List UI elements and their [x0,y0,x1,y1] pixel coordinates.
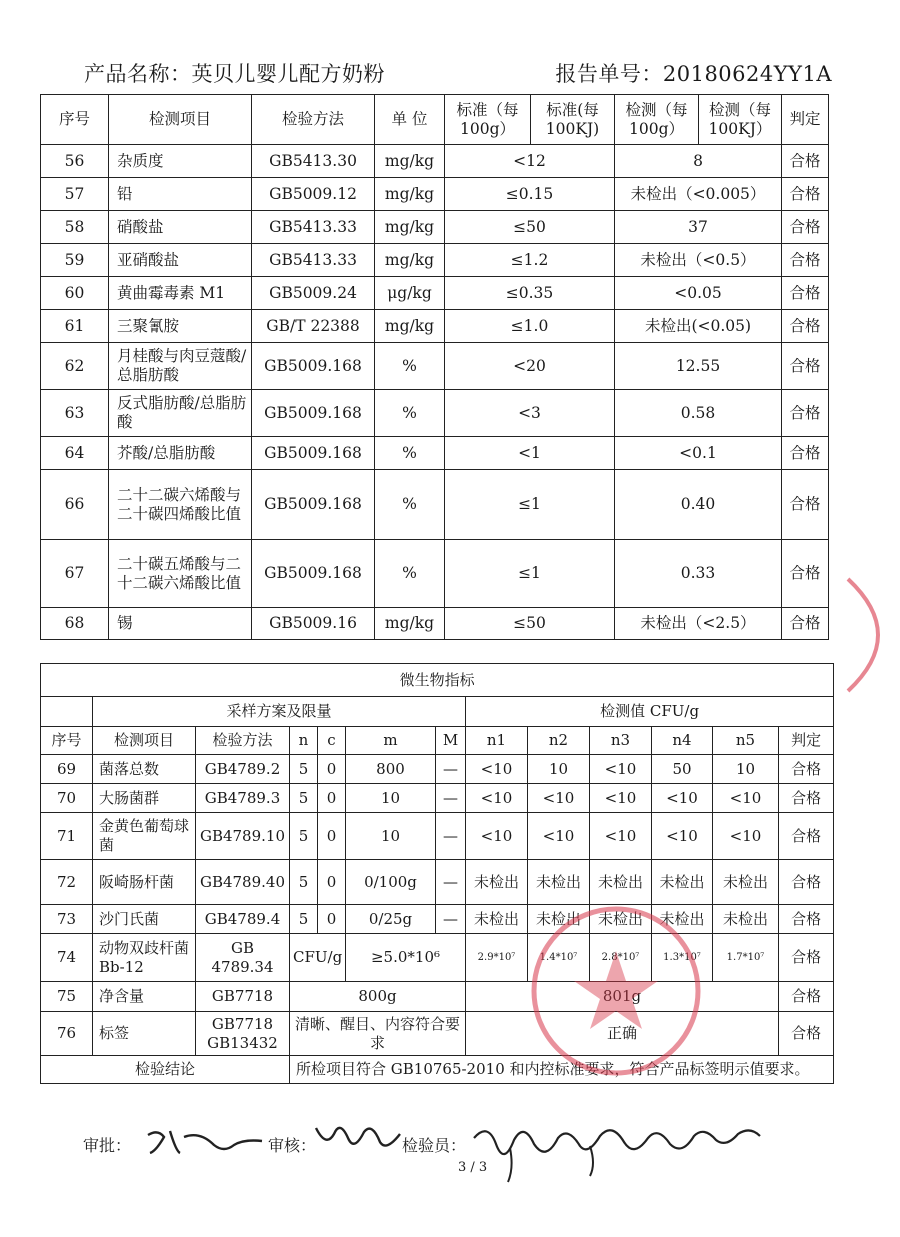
column-header: 检测（每100KJ） [699,95,782,145]
test-method: GB/T 22388 [252,310,375,343]
conclusion-text: 所检项目符合 GB10765-2010 和内控标准要求，符合产品标签明示值要求。 [290,1056,834,1084]
verdict: 合格 [782,390,829,437]
limit-m: 10 [346,784,436,813]
column-header: n5 [713,727,779,755]
test-method: GB5009.12 [252,178,375,211]
column-header: n4 [652,727,713,755]
measured-n4: 50 [652,755,713,784]
table-row [41,310,829,343]
reviewer-signature [310,1118,410,1158]
table-row [41,437,829,470]
standard-value: ≤0.35 [445,277,615,310]
measured-n1: 2.9*10⁷ [466,934,528,982]
row-number: 76 [41,1012,93,1056]
sample-n: 5 [290,905,318,934]
verdict: 合格 [782,343,829,390]
measured-value: 未检出（<2.5） [615,608,782,640]
approve-label: 审批： [83,1136,132,1155]
measured-value: 0.33 [615,540,782,608]
test-item: 反式脂肪酸/总脂肪酸 [109,390,252,437]
test-method: GB4789.10 [196,813,290,860]
measured-n3: <10 [590,755,652,784]
test-item: 阪崎肠杆菌 [93,860,196,905]
limit-M: — [436,784,466,813]
column-header: 检测项目 [109,95,252,145]
measured-value: 801g [466,982,779,1012]
unit: μg/kg [375,277,445,310]
column-header: 标准（每100g） [445,95,531,145]
row-number: 67 [41,540,109,608]
row-number: 60 [41,277,109,310]
product-name: 产品名称：英贝儿婴儿配方奶粉 [84,62,385,86]
standard-value: ≤1 [445,470,615,540]
standard-value: ≤0.15 [445,178,615,211]
measured-n5: <10 [713,813,779,860]
measured-n5: 未检出 [713,905,779,934]
table-row [41,905,834,934]
verdict: 合格 [779,813,834,860]
edge-seal [838,575,900,695]
standard-value: ≤1 [445,540,615,608]
test-item: 三聚氰胺 [109,310,252,343]
table-row [41,277,829,310]
test-item: 杂质度 [109,145,252,178]
row-number: 56 [41,145,109,178]
table-row [41,784,834,813]
verdict: 合格 [782,145,829,178]
limit-M: — [436,755,466,784]
sample-c: 0 [318,755,346,784]
measured-value: 12.55 [615,343,782,390]
test-method: GB5413.30 [252,145,375,178]
measured-n4: <10 [652,813,713,860]
column-header: 检验方法 [252,95,375,145]
measured-n3: 2.8*10⁷ [590,934,652,982]
table-row [41,470,829,540]
standard-value: ≤1.0 [445,310,615,343]
column-header: 单 位 [375,95,445,145]
unit: % [375,470,445,540]
unit: % [375,540,445,608]
sample-n: 5 [290,755,318,784]
verdict: 合格 [782,310,829,343]
test-method: GB 4789.34 [196,934,290,982]
measured-value: 0.40 [615,470,782,540]
measured-n4: 未检出 [652,905,713,934]
test-method: GB4789.40 [196,860,290,905]
test-method [196,1012,290,1056]
unit: mg/kg [375,244,445,277]
sampling-plan-header: 采样方案及限量 [93,697,466,727]
column-header: 检验方法 [196,727,290,755]
measured-value: 0.58 [615,390,782,437]
table-row [41,211,829,244]
verdict: 合格 [782,178,829,211]
table-row [41,244,829,277]
verdict: 合格 [782,211,829,244]
test-method: GB5009.168 [252,390,375,437]
limit: 800g [290,982,466,1012]
measured-n3: 未检出 [590,905,652,934]
verdict: 合格 [782,608,829,640]
test-method: GB5413.33 [252,244,375,277]
table-row [41,390,829,437]
measured-n1: <10 [466,813,528,860]
table-row [41,178,829,211]
test-item: 金黄色葡萄球菌 [93,813,196,860]
unit: % [375,343,445,390]
test-method: GB7718 [196,982,290,1012]
measured-n2: <10 [528,784,590,813]
method-line-2: GB13432 [207,1033,278,1052]
measured-value: 37 [615,211,782,244]
unit: mg/kg [375,178,445,211]
row-number: 59 [41,244,109,277]
measured-n3: <10 [590,784,652,813]
test-item: 沙门氏菌 [93,905,196,934]
test-method: GB5009.168 [252,540,375,608]
test-item: 锡 [109,608,252,640]
page-number: 3 / 3 [458,1160,488,1175]
sample-n: 5 [290,860,318,905]
verdict: 合格 [779,934,834,982]
test-item: 二十碳五烯酸与二十二碳六烯酸比值 [109,540,252,608]
standard-value: ≤1.2 [445,244,615,277]
row-number: 72 [41,860,93,905]
row-number: 73 [41,905,93,934]
measured-n5: <10 [713,784,779,813]
column-header: n2 [528,727,590,755]
table-row [41,145,829,178]
sample-n: 5 [290,813,318,860]
section-title: 微生物指标 [41,664,834,697]
approver-signature [140,1127,265,1157]
limit: 清晰、醒目、内容符合要求 [290,1012,466,1056]
unit: mg/kg [375,211,445,244]
standard-value: ≤50 [445,211,615,244]
limit-M: — [436,860,466,905]
measured-n2: 未检出 [528,905,590,934]
verdict: 合格 [782,470,829,540]
measured-n4: 1.3*10⁷ [652,934,713,982]
measured-value: 未检出（<0.5） [615,244,782,277]
section-title-row [41,664,834,697]
verdict: 合格 [779,1012,834,1056]
test-item: 菌落总数 [93,755,196,784]
measured-values-header: 检测值 CFU/g [466,697,834,727]
limit-m: 0/25g [346,905,436,934]
test-item: 标签 [93,1012,196,1056]
measured-n4: <10 [652,784,713,813]
test-item: 硝酸盐 [109,211,252,244]
measured-n3: 未检出 [590,860,652,905]
table-row [41,343,829,390]
row-number: 66 [41,470,109,540]
test-method: GB4789.2 [196,755,290,784]
table-row [41,813,834,860]
table-header-row [41,95,829,145]
row-number: 70 [41,784,93,813]
verdict: 合格 [782,437,829,470]
test-item: 月桂酸与肉豆蔻酸/总脂肪酸 [109,343,252,390]
limit-m: 800 [346,755,436,784]
verdict: 合格 [779,755,834,784]
standard-value: <1 [445,437,615,470]
inspector-label: 检验员： [402,1136,467,1155]
row-number: 57 [41,178,109,211]
test-item: 黄曲霉毒素 M1 [109,277,252,310]
measured-n2: 未检出 [528,860,590,905]
row-number: 61 [41,310,109,343]
sample-c: 0 [318,813,346,860]
sample-c: 0 [318,784,346,813]
limit-m: 10 [346,813,436,860]
measured-n5: 1.7*10⁷ [713,934,779,982]
unit: mg/kg [375,145,445,178]
standard-value: <3 [445,390,615,437]
sample-c: 0 [318,905,346,934]
measured-n1: 未检出 [466,905,528,934]
row-number: 74 [41,934,93,982]
unit: mg/kg [375,310,445,343]
test-results-table [40,94,829,640]
row-number: 62 [41,343,109,390]
standard-value: <20 [445,343,615,390]
microbe-table [40,663,834,1084]
sample-c: 0 [318,860,346,905]
table-header-row [41,727,834,755]
test-method: GB5009.168 [252,437,375,470]
test-item: 芥酸/总脂肪酸 [109,437,252,470]
table-row [41,1012,834,1056]
test-method: GB4789.4 [196,905,290,934]
verdict: 合格 [782,244,829,277]
test-item: 亚硝酸盐 [109,244,252,277]
review-label: 审核： [268,1136,317,1155]
conclusion-row [41,1056,834,1084]
column-header: 检测（每100g） [615,95,699,145]
sample-n: 5 [290,784,318,813]
verdict: 合格 [782,540,829,608]
column-header: c [318,727,346,755]
test-item: 铅 [109,178,252,211]
unit: % [375,437,445,470]
column-header: 判定 [782,95,829,145]
measured-n1: <10 [466,755,528,784]
standard-value: <12 [445,145,615,178]
standard-value: ≤50 [445,608,615,640]
unit: CFU/g [290,934,346,982]
measured-n2: 10 [528,755,590,784]
row-number: 75 [41,982,93,1012]
measured-n2: 1.4*10⁷ [528,934,590,982]
test-item: 二十二碳六烯酸与二十碳四烯酸比值 [109,470,252,540]
measured-value: 8 [615,145,782,178]
unit: % [375,390,445,437]
row-number: 71 [41,813,93,860]
column-header: 判定 [779,727,834,755]
measured-n1: <10 [466,784,528,813]
verdict: 合格 [779,982,834,1012]
measured-n5: 未检出 [713,860,779,905]
limit: ≥5.0*10⁶ [346,934,466,982]
column-header: m [346,727,436,755]
measured-value: <0.1 [615,437,782,470]
inspector-signatures [470,1118,770,1184]
table-row [41,608,829,640]
measured-n2: <10 [528,813,590,860]
limit-M: — [436,813,466,860]
test-method: GB4789.3 [196,784,290,813]
measured-n5: 10 [713,755,779,784]
row-number: 63 [41,390,109,437]
verdict: 合格 [779,905,834,934]
table-row [41,755,834,784]
table-row [41,982,834,1012]
conclusion-label: 检验结论 [41,1056,290,1084]
verdict: 合格 [779,784,834,813]
column-header: n [290,727,318,755]
test-method: GB5009.168 [252,470,375,540]
table-row [41,934,834,982]
column-header: n1 [466,727,528,755]
measured-value: 未检出(<0.05) [615,310,782,343]
test-method: GB5009.168 [252,343,375,390]
column-header: n3 [590,727,652,755]
table-row [41,540,829,608]
measured-n4: 未检出 [652,860,713,905]
measured-n1: 未检出 [466,860,528,905]
verdict: 合格 [782,277,829,310]
limit-M: — [436,905,466,934]
column-header: 检测项目 [93,727,196,755]
method-line-1: GB7718 [211,1014,274,1033]
table-row [41,860,834,905]
group-header-row [41,697,834,727]
row-number: 69 [41,755,93,784]
column-header: 序号 [41,727,93,755]
column-header: M [436,727,466,755]
row-number: 58 [41,211,109,244]
measured-value: 未检出（<0.005） [615,178,782,211]
measured-n3: <10 [590,813,652,860]
limit-m: 0/100g [346,860,436,905]
test-item: 大肠菌群 [93,784,196,813]
test-item: 动物双歧杆菌 Bb-12 [93,934,196,982]
test-method: GB5413.33 [252,211,375,244]
measured-value: <0.05 [615,277,782,310]
verdict: 合格 [779,860,834,905]
unit: mg/kg [375,608,445,640]
column-header: 标准(每100KJ) [531,95,615,145]
row-number: 64 [41,437,109,470]
test-item: 净含量 [93,982,196,1012]
row-number: 68 [41,608,109,640]
test-method: GB5009.24 [252,277,375,310]
measured-value: 正确 [466,1012,779,1056]
test-method: GB5009.16 [252,608,375,640]
column-header: 序号 [41,95,109,145]
report-number: 报告单号：20180624YY1A [555,62,832,86]
